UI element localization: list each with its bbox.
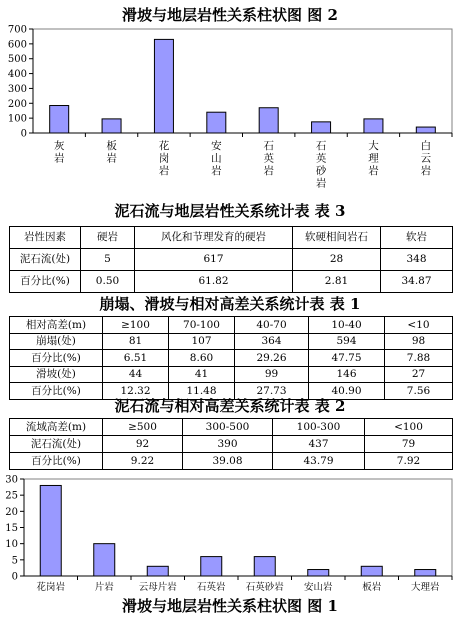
table-cell: 28 (293, 249, 381, 271)
bar (147, 566, 168, 576)
table-row (10, 271, 453, 293)
table-cell: 硬岩 (81, 227, 135, 249)
table-cell: 47.75 (309, 350, 385, 367)
y-tick-label: 700 (7, 24, 27, 36)
table-cell: 92 (103, 436, 183, 453)
bar (364, 119, 383, 133)
table-cell: 364 (235, 333, 309, 350)
table2-title: 泥石流与相对高差关系统计表 表 2 (114, 397, 346, 415)
bar (415, 570, 436, 576)
bar (361, 566, 382, 576)
table-cell: ≥500 (103, 419, 183, 436)
x-tick-label: 花岗岩 (158, 140, 170, 177)
table-cell: 10-40 (309, 317, 385, 334)
table-cell: 2.81 (293, 271, 381, 293)
bar (308, 570, 329, 576)
table-cell: ≥100 (103, 317, 169, 334)
y-tick-label: 400 (7, 69, 27, 81)
table-cell: 146 (309, 366, 385, 383)
table-row (10, 419, 453, 436)
x-tick-label: 安山岩 (303, 582, 333, 593)
table-cell: 流域高差(m) (10, 419, 103, 436)
x-tick-label: 灰岩 (53, 140, 65, 165)
x-tick-label: 白云岩 (420, 140, 432, 177)
table-cell: 岩性因素 (10, 227, 81, 249)
table-cell: 9.22 (103, 453, 183, 470)
bar (416, 127, 435, 133)
table-cell: 12.32 (103, 383, 169, 400)
table-cell: 29.26 (235, 350, 309, 367)
table-cell: 软硬相间岩石 (293, 227, 381, 249)
table-cell: <10 (385, 317, 453, 334)
table-cell: 5 (81, 249, 135, 271)
chart1-title: 滑坡与地层岩性关系柱状图 图 1 (122, 597, 338, 615)
table-cell: 300-500 (183, 419, 273, 436)
table-cell: 百分比(%) (10, 350, 103, 367)
y-tick-label: 5 (11, 555, 18, 567)
x-tick-label: 安山岩 (211, 140, 222, 177)
x-tick-label: 云母片岩 (138, 582, 177, 593)
table-cell: 6.51 (103, 350, 169, 367)
table-row (10, 249, 453, 271)
chart1-bar-chart (0, 472, 460, 596)
table-cell: 泥石流(处) (10, 249, 81, 271)
y-tick-label: 0 (20, 128, 27, 140)
table-cell: 百分比(%) (10, 271, 81, 293)
y-tick-label: 300 (7, 83, 27, 95)
bar (102, 119, 121, 133)
table1 (9, 316, 453, 400)
table-cell: 11.48 (169, 383, 235, 400)
table-cell: 百分比(%) (10, 383, 103, 400)
table-cell: 437 (273, 436, 365, 453)
plot-area (33, 29, 452, 133)
table-cell: 594 (309, 333, 385, 350)
y-tick-label: 10 (5, 539, 18, 551)
table2 (9, 418, 453, 470)
table-cell: 27.73 (235, 383, 309, 400)
table-cell: 相对高差(m) (10, 317, 103, 334)
plot-area (24, 479, 452, 576)
chart2-bar-chart (0, 24, 460, 202)
table3-title: 泥石流与地层岩性关系统计表 表 3 (114, 202, 346, 220)
x-tick-label: 石英岩 (263, 140, 274, 177)
table-cell: 100-300 (273, 419, 365, 436)
bar (254, 557, 275, 576)
bar (154, 39, 173, 133)
table-cell: 43.79 (273, 453, 365, 470)
x-tick-label: 石英岩 (196, 582, 226, 593)
table-row (10, 333, 453, 350)
bar (201, 557, 222, 576)
table1-title: 崩塌、滑坡与相对高差关系统计表 表 1 (99, 295, 361, 313)
table-cell: 61.82 (135, 271, 293, 293)
table-cell: 99 (235, 366, 309, 383)
table-cell: 40.90 (309, 383, 385, 400)
table-cell: 崩塌(处) (10, 333, 103, 350)
table-cell: 泥石流(处) (10, 436, 103, 453)
table-cell: 98 (385, 333, 453, 350)
x-tick-label: 片岩 (94, 582, 114, 593)
table3 (9, 226, 453, 293)
y-tick-label: 500 (7, 54, 27, 66)
table-cell: <100 (365, 419, 453, 436)
bar (40, 485, 61, 576)
bar (207, 112, 226, 133)
table-cell: 41 (169, 366, 235, 383)
y-tick-label: 0 (11, 571, 18, 583)
chart2-title: 滑坡与地层岩性关系柱状图 图 2 (122, 6, 338, 24)
x-tick-label: 大理岩 (368, 140, 379, 177)
table-cell: 107 (169, 333, 235, 350)
y-tick-label: 15 (5, 523, 18, 534)
table-cell: 滑坡(处) (10, 366, 103, 383)
table-row (10, 453, 453, 470)
table-cell: 40-70 (235, 317, 309, 334)
table-row (10, 436, 453, 453)
table-row (10, 350, 453, 367)
table-cell: 27 (385, 366, 453, 383)
y-tick-label: 200 (7, 98, 27, 110)
y-tick-label: 20 (5, 506, 18, 518)
x-tick-label: 石英砂岩 (315, 140, 327, 190)
table-cell: 8.60 (169, 350, 235, 367)
bar (259, 108, 278, 133)
table-cell: 81 (103, 333, 169, 350)
table-cell: 百分比(%) (10, 453, 103, 470)
x-tick-label: 花岗岩 (36, 582, 66, 593)
table-cell: 390 (183, 436, 273, 453)
x-tick-label: 石英砂岩 (245, 582, 284, 593)
table-row (10, 317, 453, 334)
table-cell: 软岩 (381, 227, 453, 249)
table-cell: 7.56 (385, 383, 453, 400)
y-tick-label: 600 (7, 39, 27, 51)
table-cell: 44 (103, 366, 169, 383)
table-cell: 39.08 (183, 453, 273, 470)
table-cell: 79 (365, 436, 453, 453)
bar (94, 544, 115, 576)
bar (50, 106, 69, 133)
table-cell: 0.50 (81, 271, 135, 293)
bar (312, 122, 331, 133)
x-tick-label: 大理岩 (410, 582, 440, 593)
table-cell: 617 (135, 249, 293, 271)
table-row (10, 366, 453, 383)
table-cell: 34.87 (381, 271, 453, 293)
table-cell: 风化和节理发育的硬岩 (135, 227, 293, 249)
y-tick-label: 30 (5, 474, 18, 486)
table-cell: 7.88 (385, 350, 453, 367)
y-tick-label: 100 (7, 113, 27, 125)
table-row (10, 227, 453, 249)
table-cell: 7.92 (365, 453, 453, 470)
x-tick-label: 板岩 (362, 582, 382, 593)
x-tick-label: 板岩 (106, 140, 117, 165)
table-cell: 70-100 (169, 317, 235, 334)
y-tick-label: 25 (5, 490, 18, 502)
table-cell: 348 (381, 249, 453, 271)
